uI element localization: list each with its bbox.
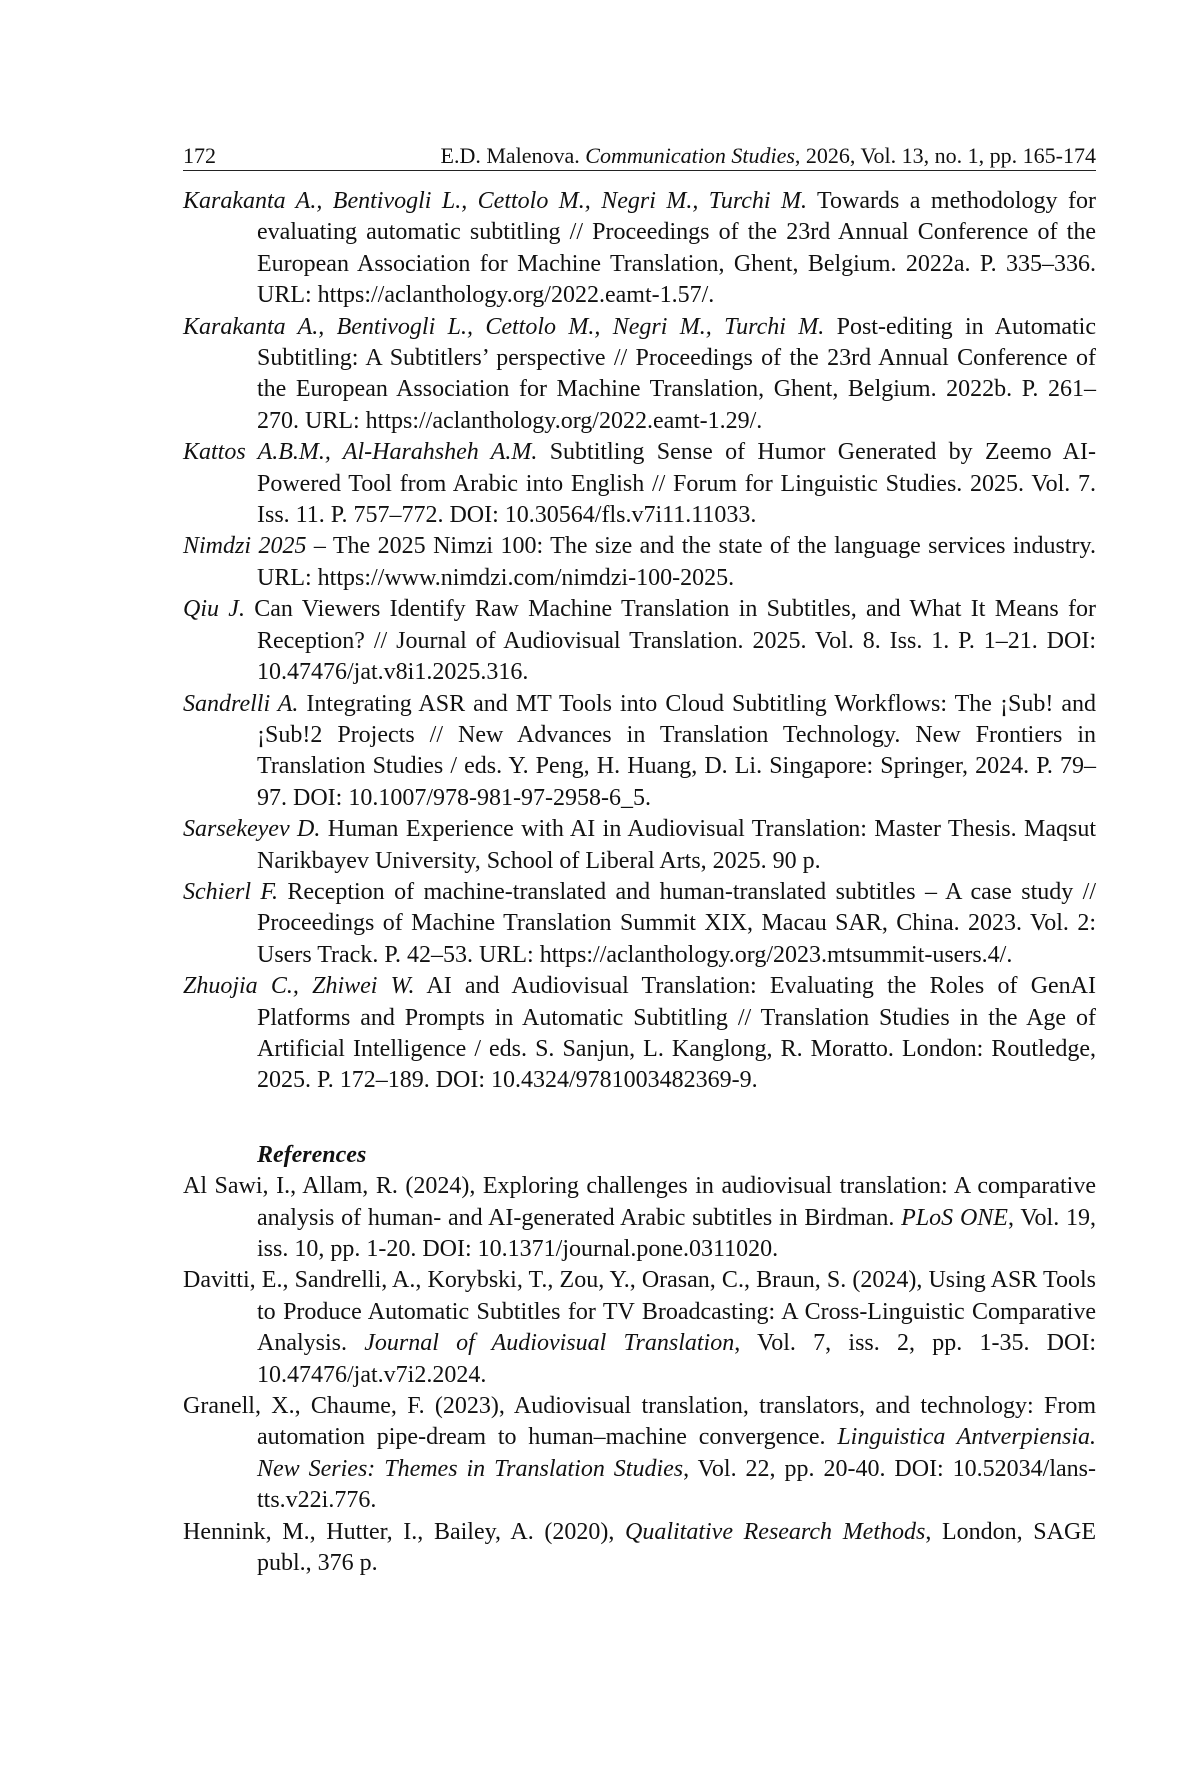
source-authors: Schierl F. [183, 878, 278, 905]
reference-text: Al Sawi, I., Allam, R. (2024), Exploring challenges in audiovisual translation: A comparative analysis of human- and AI-generated Arabic subtitles in Birdman. [183, 1173, 1096, 1231]
source-entry [183, 437, 1096, 531]
references-heading: References [257, 1141, 367, 1168]
source-text: Reception of machine-translated and human-translated subtitles – A case study // Proceedings of Machine Translation Summit XIX, Macau SAR, China. 2023. Vol. 2: Users Track. P. 42–53. URL: https://aclanthology.org/2023.mtsummit-users.4/. [257, 878, 1096, 968]
source-authors: Karakanta A., Bentivogli L., Cettolo M., Negri M., Turchi M. [183, 313, 825, 340]
reference-details: , Vol. 19, iss. 10, pp. 1-20. DOI: 10.1371/journal.pone.0311020. [257, 1204, 1096, 1262]
header-citation: , 2026, Vol. 13, no. 1, pp. 165-174 [794, 143, 1096, 168]
source-text: AI and Audiovisual Translation: Evaluating the Roles of GenAI Platforms and Prompts in Automatic Subtitling // Translation Studies in the Age of Artificial Intelligence / eds. S. Sanjun, L. Kanglong, R. Moratto. London: Routledge, 2025. P. 172–189. DOI: 10.4324/9781003482369-9. [257, 973, 1096, 1094]
source-text: Subtitling Sense of Humor Generated by Zeemo AI-Powered Tool from Arabic into English // Forum for Linguistic Studies. 2025. Vol. 7. Iss. 11. P. 757–772. DOI: 10.30564/fls.v7i11.11033. [257, 439, 1096, 529]
source-text: – The 2025 Nimzi 100: The size and the state of the language services industry. URL: https://www.nimdzi.com/nimdzi-100-2025. [257, 533, 1096, 591]
source-authors: Nimdzi 2025 [183, 533, 307, 560]
page-number: 172 [183, 143, 216, 168]
source-text: Towards a methodology for evaluating automatic subtitling // Proceedings of the 23rd Annual Conference of the European Association for Machine Translation, Ghent, Belgium. 2022a. P. 335–336. URL: https://aclanthology.org/2022.eamt-1.57/. [257, 188, 1096, 309]
header-author: E.D. Malenova. [440, 143, 580, 168]
source-authors: Sandrelli A. [183, 690, 299, 717]
reference-details: , London, SAGE publ., 376 p. [257, 1518, 1096, 1577]
bibliography [183, 186, 1096, 1579]
source-authors: Karakanta A., Bentivogli L., Cettolo M., Negri M., Turchi M. [183, 188, 808, 214]
source-authors: Zhuojia C., Zhiwei W. [183, 973, 415, 1000]
reference-text: Hennink, M., Hutter, I., Bailey, A. (2020), [183, 1518, 625, 1545]
source-entry [183, 971, 1096, 1097]
source-authors: Kattos A.B.M., Al-Harahsheh A.M. [183, 439, 538, 466]
source-text: Human Experience with AI in Audiovisual Translation: Master Thesis. Maqsut Narikbayev University, School of Liberal Arts, 2025. 90 p. [257, 816, 1096, 874]
reference-entry [183, 1517, 1096, 1580]
reference-source-title: Linguistica Antverpiensia. New Series: Themes in Translation Studies [257, 1424, 1096, 1482]
reference-text: Granell, X., Chaume, F. (2023), Audiovisual translation, translators, and technology: From automation pipe-dream to human–machine convergence. [183, 1393, 1096, 1451]
reference-entry [183, 1265, 1096, 1391]
source-entry [183, 186, 1096, 312]
source-entry [183, 312, 1096, 438]
reference-source-title: PLoS ONE [901, 1204, 1008, 1231]
source-entry [183, 531, 1096, 594]
reference-details: , Vol. 22, pp. 20-40. DOI: 10.52034/lans-tts.v22i.776. [257, 1455, 1097, 1514]
source-authors: Qiu J. [183, 596, 245, 623]
source-entry [183, 594, 1096, 688]
reference-entry [183, 1391, 1096, 1517]
reference-entry [183, 1171, 1096, 1265]
source-authors: Sarsekeyev D. [183, 816, 321, 843]
reference-source-title: Qualitative Research Methods [625, 1518, 926, 1545]
header-journal: Communication Studies [585, 143, 795, 168]
source-entry [183, 814, 1096, 877]
running-title [441, 142, 1097, 170]
source-text: Integrating ASR and MT Tools into Cloud Subtitling Workflows: The ¡Sub! and ¡Sub!2 Projects // New Advances in Translation Technology. New Frontiers in Translation Studies / eds. Y. Peng, H. Huang, D. Li. Singapore: Springer, 2024. P. 79–97. DOI: 10.1007/978-981-97-2958-6_5. [257, 690, 1096, 811]
source-entry [183, 877, 1096, 971]
reference-source-title: Journal of Audiovisual Translation [364, 1330, 735, 1357]
source-text: Post-editing in Automatic Subtitling: A Subtitlers’ perspective // Proceedings of the 23rd Annual Conference of the European Association for Machine Translation, Ghent, Belgium. 2022b. P. 261–270. URL: https://aclanthology.org/2022.eamt-1.29/. [257, 313, 1096, 434]
reference-details: , Vol. 7, iss. 2, pp. 1-35. DOI: 10.47476/jat.v7i2.2024. [257, 1330, 1097, 1388]
source-text: Can Viewers Identify Raw Machine Translation in Subtitles, and What It Means for Reception? // Journal of Audiovisual Translation. 2025. Vol. 8. Iss. 1. P. 1–21. DOI: 10.47476/jat.v8i1.2025.316. [244, 596, 1096, 686]
running-header [183, 142, 1096, 171]
source-entry [183, 689, 1096, 815]
reference-text: Davitti, E., Sandrelli, A., Korybski, T., Zou, Y., Orasan, C., Braun, S. (2024), Using ASR Tools to Produce Automatic Subtitles for TV Broadcasting: A Cross-Linguistic Comparative Analysis. [183, 1267, 1096, 1357]
